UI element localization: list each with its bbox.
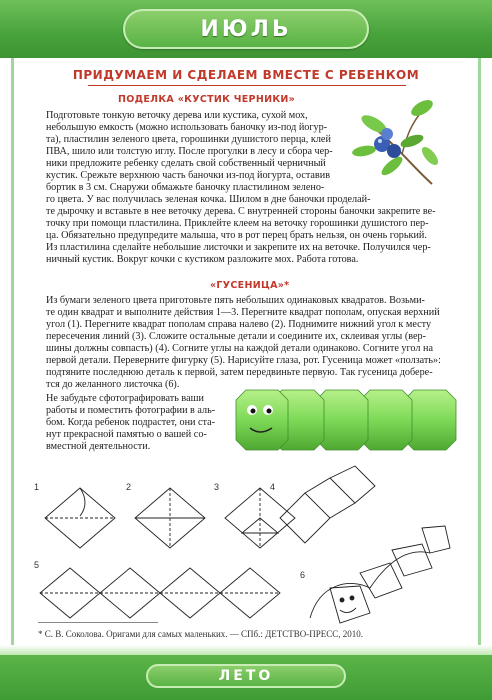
- craft1-line: та), пластилин зеленого цвета, горошинки душистого перца, клей: [46, 134, 331, 145]
- section-title: ПРИДУМАЕМ И СДЕЛАЕМ ВМЕСТЕ С РЕБЕНКОМ: [72, 68, 420, 82]
- craft1-line: Подготовьте тонкую веточку дерева или кустика, сухой мох,: [46, 110, 308, 121]
- craft2-line: тся до желанного листочка (6).: [46, 379, 180, 390]
- craft2-line: первой детали. Переверните фигурку (5). Нарисуйте глаза, рот. Гусеница может «ползать»:: [46, 355, 441, 366]
- blueberry-branch-illustration: [352, 96, 442, 188]
- craft2-line: подтяните последнюю деталь к первой, затем передвиньте первую. Так гусеница добере-: [46, 367, 433, 378]
- craft1-line: ПВА, шило или толстую иглу. После прогулки в лесу и сбора чер-: [46, 146, 333, 157]
- caterpillar-illustration: [238, 386, 458, 454]
- footer-band: [0, 645, 492, 655]
- craft2-line: нут прекрасной памятью о вашей со-: [46, 429, 207, 440]
- page-header: [0, 0, 492, 58]
- diagram-number: 3: [214, 482, 220, 492]
- craft2-line: Не забудьте сфотографировать ваши: [46, 393, 204, 404]
- craft1-title: ПОДЕЛКА «КУСТИК ЧЕРНИКИ»: [118, 94, 296, 105]
- month-title: ИЮЛЬ: [200, 16, 292, 42]
- craft1-line: го цвета. У вас получилась зеленая кочка. Шилом в дне баночки проделай-: [46, 194, 371, 205]
- craft1-line: небольшую емкость (можно использовать баночку из-под йогур-: [46, 122, 328, 133]
- diagram-number: 4: [270, 482, 276, 492]
- diagram-number: 1: [34, 482, 40, 492]
- craft2-line: вместной деятельности.: [46, 441, 151, 452]
- craft1-line: кустик. Срежьте верхнюю часть баночки из-под йогурта, оставив: [46, 170, 331, 181]
- season-badge: [146, 664, 346, 688]
- craft1-line: точку при помощи пластилина. Приклейте клеем на веточку горошинки душистого пер-: [46, 218, 429, 229]
- craft2-line: шины должны совпасть) (4). Согните углы на каждой детали одинаково. Согните угол на: [46, 343, 433, 354]
- craft1-line: ца. Обязательно предупредите малыша, что в рот перец брать нельзя, он очень горький.: [46, 230, 427, 241]
- diagram-number: 2: [126, 482, 132, 492]
- month-badge: [123, 9, 369, 49]
- title-underline: [88, 85, 406, 86]
- craft2-line: Из бумаги зеленого цвета приготовьте пять небольших одинаковых квадратов. Возьми-: [46, 295, 425, 306]
- season-title: ЛЕТО: [218, 668, 274, 684]
- craft1-line: ники предложите ребенку сделать свой собственный черничный: [46, 158, 326, 169]
- page-footer: [0, 655, 492, 700]
- craft1-line: Из пластилина сделайте небольшие листочки и закрепите их на веточке. Получился чер-: [46, 242, 431, 253]
- craft2-line: работы и поместить фотографии в аль-: [46, 405, 216, 416]
- diagram-number: 5: [34, 560, 40, 570]
- craft2-line: угол (1). Перегните квадрат пополам справа налево (2). Поднимите нижний угол к месту: [46, 319, 432, 330]
- craft2-title: «ГУСЕНИЦА»*: [210, 280, 290, 291]
- craft2-line: те один квадрат и выполните действия 1—3. Перегните квадрат пополам, опуская верхний: [46, 307, 440, 318]
- footnote: * С. В. Соколова. Оригами для самых маленьких. — СПб.: ДЕТСТВО-ПРЕСС, 2010.: [38, 629, 364, 639]
- craft1-line: бортик в 3 см. Снаружи обмажьте баночку пластилином зелено-: [46, 182, 325, 193]
- diagram-number: 6: [300, 570, 306, 580]
- craft1-line: те дырочку и вставьте в нее веточку дерева. С внутренней стороны баночки закрепите ве-: [46, 206, 436, 217]
- craft1-line: ничный кустик. Вокруг кочки с кустиком разложите мох. Работа готова.: [46, 254, 359, 265]
- footnote-separator: [38, 622, 158, 623]
- craft2-line: пересечения линий (3). Сложите остальные детали и соедините их, склеивая углы (вер-: [46, 331, 426, 342]
- craft2-line: бом. Когда ребенок подрастет, они ста-: [46, 417, 216, 428]
